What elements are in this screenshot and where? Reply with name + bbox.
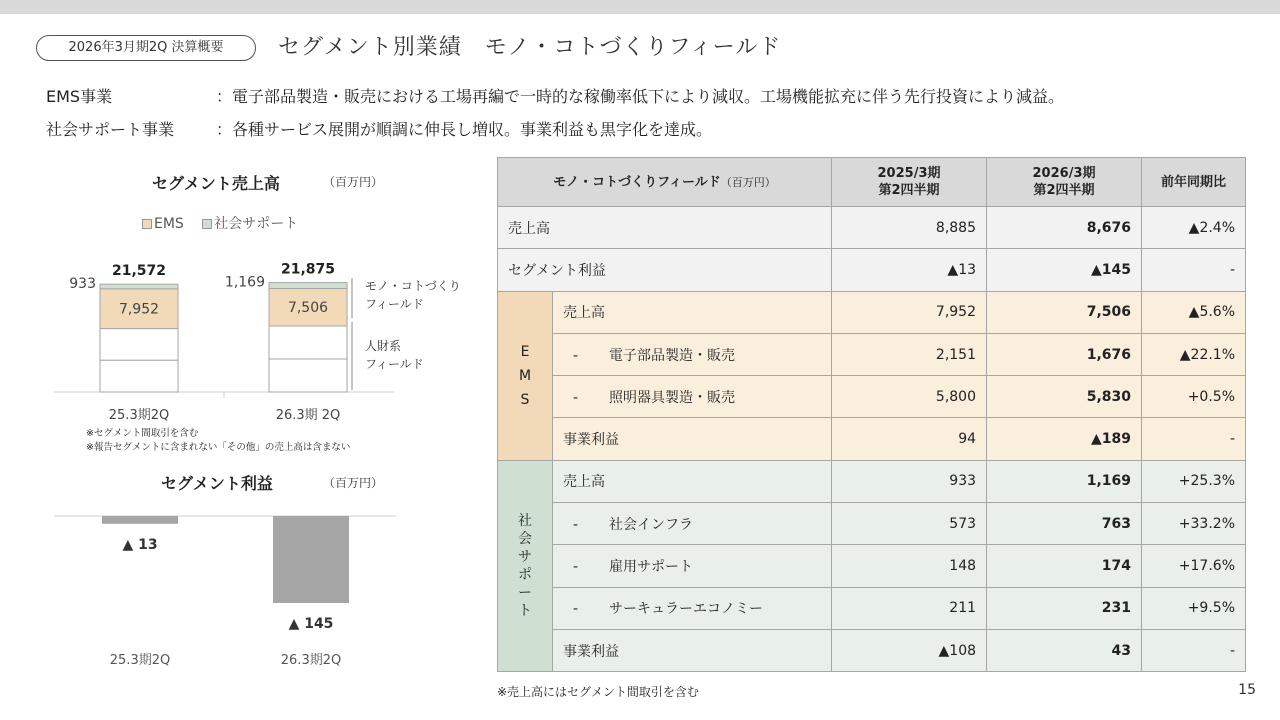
- row-label: [553, 376, 832, 418]
- row-yoy: ▲22.1%: [1142, 333, 1246, 375]
- legend-ems-label: EMS: [154, 216, 184, 232]
- row-yoy: -: [1142, 629, 1246, 671]
- row-label: 売上高: [498, 207, 832, 249]
- row-label: 売上高: [553, 291, 832, 333]
- summary-ems-label: EMS事業: [46, 87, 113, 106]
- row-yoy: -: [1142, 249, 1246, 291]
- table-row: [498, 207, 1246, 249]
- social-char: ー: [518, 585, 532, 602]
- summary-social-label: 社会サポート事業: [46, 120, 175, 139]
- table-row: [498, 545, 1246, 587]
- row-dash: -: [573, 389, 579, 406]
- sales-chart-legend: [142, 213, 298, 233]
- table-header-curr-line2: 第2四半期: [1033, 183, 1095, 198]
- row-prev: 211: [832, 587, 987, 629]
- row-curr: 174: [987, 545, 1142, 587]
- row-yoy: +17.6%: [1142, 545, 1246, 587]
- page-title: セグメント別業績 モノ・コトづくりフィールド: [278, 35, 782, 60]
- row-dash: -: [573, 559, 579, 576]
- sales-label-total: 21,875: [280, 261, 336, 278]
- sales-label-social: 933: [69, 276, 96, 293]
- summary-ems: [46, 84, 1064, 107]
- summary-ems-text: ：電子部品製造・販売における工場再編で一時的な稼働率低下により減収。工場機能拡充に伴う先行投資により減益。: [216, 87, 1065, 106]
- ems-char: M: [518, 367, 532, 384]
- sales-label-ems: 7,952: [118, 301, 160, 318]
- ems-char: S: [520, 391, 530, 408]
- row-prev: ▲13: [832, 249, 987, 291]
- sales-label-social: 1,169: [224, 274, 265, 291]
- profit-chart-title: セグメント利益: [161, 474, 273, 493]
- row-label-text: 雇用サポート: [609, 559, 693, 576]
- row-curr: ▲189: [987, 418, 1142, 460]
- ems-char: E: [520, 343, 530, 360]
- table-header-name: [498, 158, 832, 207]
- row-yoy: +9.5%: [1142, 587, 1246, 629]
- sales-category-label: 26.3期 2Q: [275, 408, 341, 423]
- row-label: [553, 503, 832, 545]
- row-label-text: サーキュラーエコノミー: [609, 601, 763, 618]
- social-char: ト: [518, 603, 532, 620]
- summary-social-text: ：各種サービス展開が順調に伸長し増収。事業利益も黒字化を達成。: [216, 120, 713, 139]
- table-row: [498, 629, 1246, 671]
- table-row: [498, 503, 1246, 545]
- profit-category-label: 26.3期2Q: [280, 653, 342, 668]
- row-yoy: +33.2%: [1142, 503, 1246, 545]
- table-header-name-text: モノ・コトづくりフィールド: [553, 174, 721, 190]
- row-label: セグメント利益: [498, 249, 832, 291]
- row-curr: 763: [987, 503, 1142, 545]
- table-header-unit: （百万円）: [720, 175, 776, 189]
- section-badge: 2026年3月期2Q 決算概要: [36, 35, 256, 61]
- annot-jinzai-line2: フィールド: [365, 357, 424, 371]
- row-curr: 1,676: [987, 333, 1142, 375]
- row-prev: 94: [832, 418, 987, 460]
- sales-bar-social: [100, 284, 178, 289]
- top-bar: [0, 0, 1280, 14]
- row-label-text: 社会インフラ: [609, 516, 693, 533]
- annot-mono-line2: フィールド: [365, 297, 424, 311]
- social-char: 会: [518, 531, 532, 548]
- row-curr: ▲145: [987, 249, 1142, 291]
- annot-mono-line1: モノ・コトづくり: [365, 279, 461, 293]
- profit-bar: [273, 516, 349, 603]
- page-number: 15: [1238, 682, 1256, 698]
- row-curr: 5,830: [987, 376, 1142, 418]
- row-label: [553, 545, 832, 587]
- row-yoy: +0.5%: [1142, 376, 1246, 418]
- row-prev: 933: [832, 460, 987, 502]
- row-label: [553, 587, 832, 629]
- row-prev: 2,151: [832, 333, 987, 375]
- social-char: 社: [518, 513, 532, 530]
- row-label: 売上高: [553, 460, 832, 502]
- row-yoy: ▲2.4%: [1142, 207, 1246, 249]
- social-group-label: [498, 460, 553, 671]
- profit-bar: [102, 516, 178, 524]
- ems-group-label: [498, 291, 553, 460]
- profit-label: ▲ 13: [122, 536, 158, 553]
- sales-bar-jinzai-lower: [269, 359, 347, 392]
- table-header-prev: [832, 158, 987, 207]
- profit-chart: [40, 505, 480, 685]
- row-curr: 8,676: [987, 207, 1142, 249]
- sales-chart-title: セグメント売上高: [152, 174, 280, 193]
- segment-table: [497, 157, 1246, 672]
- row-curr: 231: [987, 587, 1142, 629]
- row-prev: ▲108: [832, 629, 987, 671]
- footnote: ※売上高にはセグメント間取引を含む: [497, 685, 699, 699]
- legend-social-label: 社会サポート: [214, 216, 299, 232]
- profit-chart-unit: （百万円）: [323, 476, 384, 490]
- social-char: ポ: [518, 567, 532, 584]
- row-label: 事業利益: [553, 418, 832, 460]
- social-char: サ: [518, 549, 532, 566]
- table-row: [498, 418, 1246, 460]
- row-yoy: +25.3%: [1142, 460, 1246, 502]
- annot-jinzai-line1: 人財系: [365, 339, 402, 353]
- sales-chart: [40, 240, 480, 440]
- row-label-text: 照明器具製造・販売: [609, 389, 735, 406]
- row-curr: 43: [987, 629, 1142, 671]
- sales-bar-jinzai-upper: [269, 326, 347, 359]
- sales-label-ems: 7,506: [287, 300, 329, 317]
- sales-label-total: 21,572: [111, 263, 167, 280]
- row-curr: 1,169: [987, 460, 1142, 502]
- profit-label: ▲ 145: [288, 616, 334, 632]
- row-curr: 7,506: [987, 291, 1142, 333]
- table-row: [498, 249, 1246, 291]
- sales-category-label: 25.3期2Q: [108, 408, 170, 423]
- sales-bar-jinzai-upper: [100, 329, 178, 361]
- profit-category-label: 25.3期2Q: [109, 653, 171, 668]
- table-header-prev-line2: 第2四半期: [878, 183, 940, 198]
- row-label: 事業利益: [553, 629, 832, 671]
- table-row: [498, 291, 1246, 333]
- row-prev: 573: [832, 503, 987, 545]
- table-header-yoy: 前年同期比: [1142, 158, 1246, 207]
- row-label-text: 電子部品製造・販売: [609, 347, 735, 364]
- row-dash: -: [573, 601, 579, 618]
- sales-note-2: ※報告セグメントに含まれない「その他」の売上高は含まない: [86, 442, 351, 453]
- sales-bar-social: [269, 283, 347, 289]
- row-dash: -: [573, 347, 579, 364]
- legend-social-swatch: [202, 219, 212, 229]
- legend-ems-swatch: [142, 219, 152, 229]
- table-row: [498, 460, 1246, 502]
- row-yoy: -: [1142, 418, 1246, 460]
- table-row: [498, 587, 1246, 629]
- table-row: [498, 333, 1246, 375]
- table-header-row: [498, 158, 1246, 207]
- table-header-prev-line1: 2025/3期: [877, 166, 941, 181]
- sales-chart-unit: （百万円）: [323, 175, 384, 189]
- row-prev: 5,800: [832, 376, 987, 418]
- row-prev: 148: [832, 545, 987, 587]
- row-yoy: ▲5.6%: [1142, 291, 1246, 333]
- table-header-curr: [987, 158, 1142, 207]
- table-header-curr-line1: 2026/3期: [1032, 166, 1096, 181]
- summary-social: [46, 117, 712, 140]
- row-prev: 7,952: [832, 291, 987, 333]
- table-row: [498, 376, 1246, 418]
- row-dash: -: [573, 516, 579, 533]
- row-label: [553, 333, 832, 375]
- sales-bar-jinzai-lower: [100, 360, 178, 392]
- row-prev: 8,885: [832, 207, 987, 249]
- sales-note-1: ※セグメント間取引を含む: [86, 428, 199, 439]
